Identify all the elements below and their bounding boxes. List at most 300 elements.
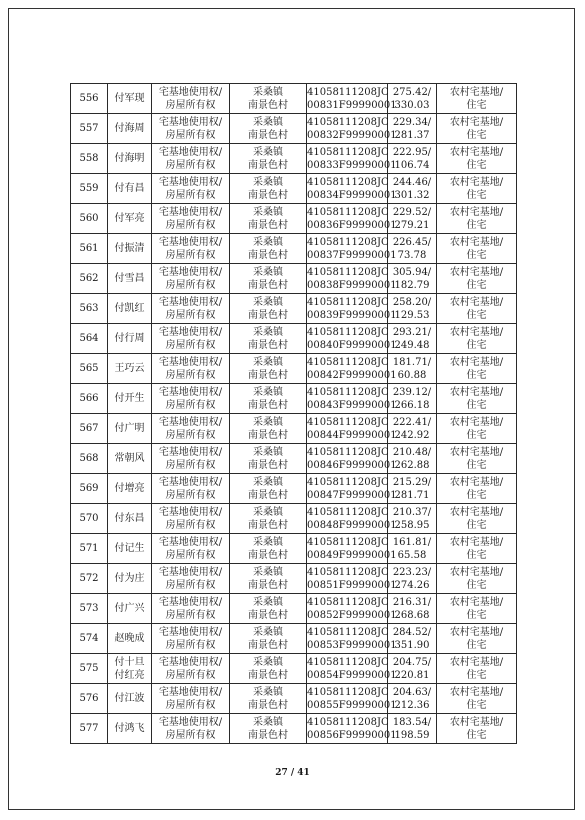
right-type-line: 房屋所有权 (165, 459, 216, 471)
parcel-code-cell (307, 684, 397, 714)
location-line: 南景色村 (248, 219, 288, 231)
parcel-code-line: 41058111208JC (307, 266, 389, 278)
owner-name-cell (108, 624, 152, 654)
area-line: 249.48 (394, 339, 430, 351)
parcel-code-cell (307, 174, 397, 204)
right-type-cell (152, 624, 230, 654)
right-type-line: 房屋所有权 (165, 369, 216, 381)
land-use-cell (437, 84, 517, 114)
land-use-line: 农村宅基地/ (449, 446, 504, 458)
location-line: 采桑镇 (253, 656, 283, 668)
area-line: 330.03 (394, 99, 430, 111)
parcel-code-line: 00847F99990001 (307, 489, 397, 501)
area-line: 229.34/ (392, 116, 432, 128)
right-type-cell (152, 414, 230, 444)
owner-name-cell (108, 564, 152, 594)
row-number-cell: 556 (71, 84, 108, 114)
owner-name-line: 付东昌 (114, 513, 145, 524)
right-type-cell (152, 174, 230, 204)
land-use-line: 住宅 (466, 429, 487, 441)
registry-table (70, 83, 517, 744)
right-type-line: 宅基地使用权/ (158, 626, 223, 638)
parcel-code-line: 41058111208JC (307, 296, 389, 308)
location-line: 南景色村 (248, 639, 288, 651)
parcel-code-line: 00831F99990001 (307, 99, 397, 111)
land-use-line: 农村宅基地/ (449, 626, 504, 638)
owner-name-line: 付记生 (114, 543, 145, 554)
right-type-cell (152, 504, 230, 534)
row-number-cell: 572 (71, 564, 108, 594)
row-number-cell: 574 (71, 624, 108, 654)
area-line: 351.90 (394, 639, 430, 651)
owner-name-line: 付有昌 (114, 183, 145, 194)
owner-name-line: 付广兴 (114, 603, 145, 614)
parcel-code-cell (307, 594, 397, 624)
land-use-line: 农村宅基地/ (449, 686, 504, 698)
table-row (71, 624, 517, 654)
land-use-cell (437, 474, 517, 504)
right-type-line: 房屋所有权 (165, 669, 216, 681)
area-cell (388, 654, 437, 684)
parcel-code-cell (307, 504, 397, 534)
parcel-code-line: 00834F99990001 (307, 189, 397, 201)
area-line: 65.58 (397, 549, 427, 561)
land-use-cell (437, 534, 517, 564)
land-use-line: 农村宅基地/ (449, 506, 504, 518)
location-line: 南景色村 (248, 609, 288, 621)
owner-name-line: 付行周 (114, 333, 145, 344)
right-type-cell (152, 684, 230, 714)
right-type-line: 宅基地使用权/ (158, 266, 223, 278)
right-type-line: 宅基地使用权/ (158, 686, 223, 698)
location-line: 采桑镇 (253, 236, 283, 248)
row-number-cell: 565 (71, 354, 108, 384)
right-type-line: 房屋所有权 (165, 699, 216, 711)
row-number-cell: 564 (71, 324, 108, 354)
parcel-code-cell (307, 144, 397, 174)
location-cell (230, 594, 307, 624)
land-use-cell (437, 294, 517, 324)
right-type-line: 宅基地使用权/ (158, 236, 223, 248)
area-line: 266.18 (394, 399, 430, 411)
location-cell (230, 654, 307, 684)
parcel-code-cell (307, 714, 397, 744)
right-type-line: 宅基地使用权/ (158, 146, 223, 158)
land-use-cell (437, 144, 517, 174)
right-type-line: 房屋所有权 (165, 579, 216, 591)
location-line: 南景色村 (248, 669, 288, 681)
owner-name-cell (108, 354, 152, 384)
area-line: 229.52/ (392, 206, 432, 218)
parcel-code-line: 41058111208JC (307, 416, 389, 428)
table-row (71, 564, 517, 594)
owner-name-cell (108, 684, 152, 714)
land-use-cell (437, 264, 517, 294)
parcel-code-line: 00851F99990001 (307, 579, 397, 591)
land-use-line: 住宅 (466, 369, 487, 381)
right-type-line: 宅基地使用权/ (158, 296, 223, 308)
right-type-cell (152, 654, 230, 684)
parcel-code-cell (307, 264, 397, 294)
location-cell (230, 414, 307, 444)
location-cell (230, 564, 307, 594)
table-row (71, 504, 517, 534)
right-type-line: 房屋所有权 (165, 429, 216, 441)
land-use-line: 住宅 (466, 189, 487, 201)
right-type-line: 房屋所有权 (165, 639, 216, 651)
area-line: 222.95/ (392, 146, 432, 158)
table-row (71, 594, 517, 624)
location-line: 南景色村 (248, 579, 288, 591)
location-cell (230, 534, 307, 564)
right-type-cell (152, 714, 230, 744)
parcel-code-line: 41058111208JC (307, 626, 389, 638)
owner-name-line: 常朝风 (114, 453, 145, 464)
land-use-line: 农村宅基地/ (449, 326, 504, 338)
location-line: 南景色村 (248, 489, 288, 501)
right-type-line: 房屋所有权 (165, 399, 216, 411)
parcel-code-line: 00832F99990001 (307, 129, 397, 141)
area-line: 258.20/ (392, 296, 432, 308)
area-line: 73.78 (397, 249, 427, 261)
land-use-line: 农村宅基地/ (449, 476, 504, 488)
parcel-code-cell (307, 564, 397, 594)
land-use-cell (437, 384, 517, 414)
right-type-cell (152, 204, 230, 234)
right-type-cell (152, 444, 230, 474)
right-type-line: 宅基地使用权/ (158, 716, 223, 728)
area-line: 262.88 (394, 459, 430, 471)
land-use-cell (437, 594, 517, 624)
location-cell (230, 234, 307, 264)
table-row (71, 144, 517, 174)
right-type-cell (152, 114, 230, 144)
area-cell (388, 174, 437, 204)
right-type-line: 宅基地使用权/ (158, 536, 223, 548)
location-line: 南景色村 (248, 369, 288, 381)
parcel-code-line: 00853F99990001 (307, 639, 397, 651)
land-use-line: 住宅 (466, 159, 487, 171)
area-line: 281.37 (394, 129, 430, 141)
land-use-cell (437, 564, 517, 594)
registry-table-body (71, 84, 517, 744)
parcel-code-line: 00840F99990001 (307, 339, 397, 351)
parcel-code-cell (307, 294, 397, 324)
location-cell (230, 714, 307, 744)
area-cell (388, 324, 437, 354)
location-line: 采桑镇 (253, 116, 283, 128)
area-line: 204.75/ (392, 656, 432, 668)
parcel-code-line: 41058111208JC (307, 566, 389, 578)
right-type-cell (152, 84, 230, 114)
right-type-line: 宅基地使用权/ (158, 326, 223, 338)
right-type-cell (152, 144, 230, 174)
land-use-line: 农村宅基地/ (449, 176, 504, 188)
table-row (71, 684, 517, 714)
location-line: 采桑镇 (253, 566, 283, 578)
land-use-line: 住宅 (466, 669, 487, 681)
parcel-code-line: 00854F99990001 (307, 669, 397, 681)
row-number-cell: 557 (71, 114, 108, 144)
land-use-line: 农村宅基地/ (449, 356, 504, 368)
land-use-cell (437, 504, 517, 534)
owner-name-line: 付鸿飞 (114, 723, 145, 734)
location-line: 南景色村 (248, 249, 288, 261)
right-type-cell (152, 384, 230, 414)
owner-name-cell (108, 84, 152, 114)
table-row (71, 534, 517, 564)
row-number-cell: 558 (71, 144, 108, 174)
parcel-code-line: 00855F99990001 (307, 699, 397, 711)
right-type-line: 房屋所有权 (165, 339, 216, 351)
area-line: 239.12/ (392, 386, 432, 398)
land-use-line: 住宅 (466, 699, 487, 711)
land-use-line: 农村宅基地/ (449, 86, 504, 98)
area-cell (388, 564, 437, 594)
area-line: 293.21/ (392, 326, 432, 338)
owner-name-cell (108, 204, 152, 234)
owner-name-cell (108, 174, 152, 204)
location-line: 采桑镇 (253, 266, 283, 278)
area-cell (388, 444, 437, 474)
area-line: 274.26 (394, 579, 430, 591)
location-line: 采桑镇 (253, 386, 283, 398)
area-cell (388, 414, 437, 444)
location-cell (230, 474, 307, 504)
owner-name-cell (108, 264, 152, 294)
right-type-line: 宅基地使用权/ (158, 176, 223, 188)
parcel-code-cell (307, 234, 397, 264)
parcel-code-line: 00856F99990001 (307, 729, 397, 741)
land-use-line: 农村宅基地/ (449, 416, 504, 428)
land-use-line: 住宅 (466, 99, 487, 111)
location-line: 采桑镇 (253, 476, 283, 488)
owner-name-cell (108, 114, 152, 144)
area-cell (388, 594, 437, 624)
area-cell (388, 684, 437, 714)
area-line: 223.23/ (392, 566, 432, 578)
parcel-code-line: 41058111208JC (307, 326, 389, 338)
parcel-code-line: 00843F99990001 (307, 399, 397, 411)
right-type-line: 宅基地使用权/ (158, 416, 223, 428)
land-use-line: 住宅 (466, 129, 487, 141)
right-type-line: 房屋所有权 (165, 729, 216, 741)
parcel-code-cell (307, 654, 397, 684)
row-number-cell: 561 (71, 234, 108, 264)
location-line: 南景色村 (248, 549, 288, 561)
right-type-cell (152, 294, 230, 324)
location-line: 南景色村 (248, 429, 288, 441)
parcel-code-line: 41058111208JC (307, 386, 389, 398)
parcel-code-cell (307, 624, 397, 654)
land-use-line: 农村宅基地/ (449, 266, 504, 278)
location-line: 采桑镇 (253, 686, 283, 698)
land-use-line: 农村宅基地/ (449, 236, 504, 248)
right-type-cell (152, 264, 230, 294)
parcel-code-line: 00848F99990001 (307, 519, 397, 531)
area-line: 212.36 (394, 699, 430, 711)
parcel-code-line: 00837F99990001 (307, 249, 397, 261)
land-use-line: 农村宅基地/ (449, 716, 504, 728)
land-use-cell (437, 354, 517, 384)
owner-name-line: 付海明 (114, 153, 145, 164)
table-row (71, 264, 517, 294)
land-use-line: 住宅 (466, 399, 487, 411)
parcel-code-line: 41058111208JC (307, 596, 389, 608)
location-line: 采桑镇 (253, 536, 283, 548)
area-line: 244.46/ (392, 176, 432, 188)
right-type-line: 宅基地使用权/ (158, 506, 223, 518)
right-type-line: 宅基地使用权/ (158, 86, 223, 98)
owner-name-line: 付开生 (114, 393, 145, 404)
location-cell (230, 264, 307, 294)
parcel-code-line: 00852F99990001 (307, 609, 397, 621)
location-line: 南景色村 (248, 99, 288, 111)
land-use-line: 住宅 (466, 609, 487, 621)
parcel-code-line: 00833F99990001 (307, 159, 397, 171)
right-type-line: 房屋所有权 (165, 159, 216, 171)
owner-name-cell (108, 384, 152, 414)
land-use-cell (437, 174, 517, 204)
area-cell (388, 114, 437, 144)
land-use-line: 农村宅基地/ (449, 296, 504, 308)
parcel-code-line: 00846F99990001 (307, 459, 397, 471)
right-type-line: 房屋所有权 (165, 279, 216, 291)
owner-name-line: 付广明 (114, 423, 145, 434)
table-row (71, 174, 517, 204)
location-line: 采桑镇 (253, 296, 283, 308)
right-type-line: 宅基地使用权/ (158, 386, 223, 398)
land-use-line: 农村宅基地/ (449, 536, 504, 548)
parcel-code-line: 00842F99990001 (307, 369, 397, 381)
land-use-line: 住宅 (466, 639, 487, 651)
location-line: 南景色村 (248, 279, 288, 291)
parcel-code-line: 00844F99990001 (307, 429, 397, 441)
parcel-code-line: 41058111208JC (307, 536, 389, 548)
area-line: 181.71/ (392, 356, 432, 368)
table-row (71, 474, 517, 504)
right-type-line: 宅基地使用权/ (158, 596, 223, 608)
right-type-line: 房屋所有权 (165, 129, 216, 141)
land-use-line: 农村宅基地/ (449, 206, 504, 218)
parcel-code-cell (307, 114, 397, 144)
location-line: 采桑镇 (253, 86, 283, 98)
area-line: 226.45/ (392, 236, 432, 248)
right-type-line: 宅基地使用权/ (158, 116, 223, 128)
parcel-code-line: 41058111208JC (307, 656, 389, 668)
area-line: 182.79 (394, 279, 430, 291)
row-number-cell: 569 (71, 474, 108, 504)
owner-name-cell (108, 444, 152, 474)
land-use-cell (437, 654, 517, 684)
owner-name-line: 王巧云 (114, 363, 145, 374)
area-line: 258.95 (394, 519, 430, 531)
location-line: 采桑镇 (253, 626, 283, 638)
land-use-cell (437, 114, 517, 144)
location-line: 南景色村 (248, 399, 288, 411)
location-cell (230, 114, 307, 144)
location-line: 采桑镇 (253, 506, 283, 518)
parcel-code-line: 41058111208JC (307, 686, 389, 698)
owner-name-cell (108, 504, 152, 534)
parcel-code-line: 41058111208JC (307, 356, 389, 368)
land-use-cell (437, 714, 517, 744)
table-row (71, 324, 517, 354)
right-type-line: 宅基地使用权/ (158, 446, 223, 458)
location-cell (230, 684, 307, 714)
table-row (71, 84, 517, 114)
area-cell (388, 204, 437, 234)
land-use-line: 住宅 (466, 579, 487, 591)
row-number-cell: 575 (71, 654, 108, 684)
area-cell (388, 624, 437, 654)
table-row (71, 384, 517, 414)
area-line: 161.81/ (392, 536, 432, 548)
right-type-line: 宅基地使用权/ (158, 356, 223, 368)
area-line: 183.54/ (392, 716, 432, 728)
location-cell (230, 504, 307, 534)
location-line: 采桑镇 (253, 446, 283, 458)
owner-name-cell (108, 144, 152, 174)
land-use-cell (437, 414, 517, 444)
table-row (71, 114, 517, 144)
land-use-line: 住宅 (466, 459, 487, 471)
parcel-code-line: 41058111208JC (307, 116, 389, 128)
area-cell (388, 294, 437, 324)
owner-name-cell (108, 654, 152, 684)
owner-name-cell (108, 324, 152, 354)
location-line: 采桑镇 (253, 416, 283, 428)
area-line: 106.74 (394, 159, 430, 171)
area-line: 301.32 (394, 189, 430, 201)
area-line: 129.53 (394, 309, 430, 321)
parcel-code-cell (307, 474, 397, 504)
location-line: 采桑镇 (253, 356, 283, 368)
right-type-cell (152, 354, 230, 384)
land-use-line: 农村宅基地/ (449, 146, 504, 158)
parcel-code-line: 41058111208JC (307, 446, 389, 458)
owner-name-line: 付军亮 (114, 213, 145, 224)
owner-name-cell (108, 594, 152, 624)
land-use-line: 住宅 (466, 519, 487, 531)
owner-name-cell (108, 294, 152, 324)
location-cell (230, 144, 307, 174)
area-line: 305.94/ (392, 266, 432, 278)
land-use-line: 农村宅基地/ (449, 116, 504, 128)
right-type-line: 房屋所有权 (165, 609, 216, 621)
location-line: 采桑镇 (253, 146, 283, 158)
area-line: 275.42/ (392, 86, 432, 98)
owner-name-line: 赵晚成 (114, 633, 145, 644)
parcel-code-cell (307, 324, 397, 354)
location-line: 南景色村 (248, 189, 288, 201)
right-type-line: 房屋所有权 (165, 309, 216, 321)
row-number-cell: 576 (71, 684, 108, 714)
location-cell (230, 444, 307, 474)
land-use-line: 住宅 (466, 489, 487, 501)
location-line: 南景色村 (248, 459, 288, 471)
area-line: 220.81 (394, 669, 430, 681)
row-number-cell: 563 (71, 294, 108, 324)
parcel-code-cell (307, 534, 397, 564)
page-number: 27 / 41 (275, 768, 310, 778)
parcel-code-line: 41058111208JC (307, 176, 389, 188)
land-use-line: 农村宅基地/ (449, 656, 504, 668)
right-type-cell (152, 474, 230, 504)
row-number-cell: 577 (71, 714, 108, 744)
area-line: 210.37/ (392, 506, 432, 518)
row-number-cell: 562 (71, 264, 108, 294)
